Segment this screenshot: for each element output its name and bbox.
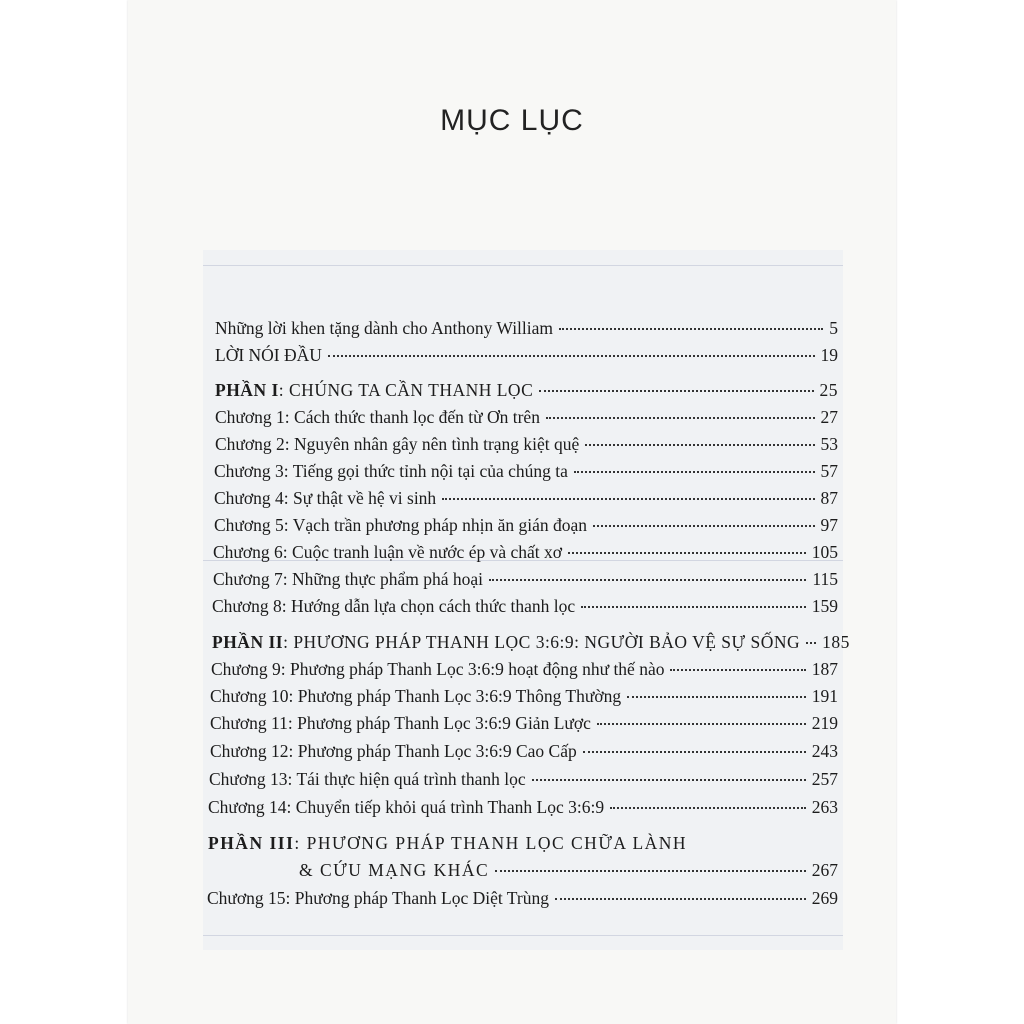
toc-entry — [210, 686, 838, 712]
toc-leader — [532, 779, 806, 781]
toc-entry-page: 159 — [811, 596, 838, 616]
toc-part-entry — [215, 380, 838, 406]
toc-leader — [555, 898, 806, 900]
toc-entry-label: Chương 3: Tiếng gọi thức tỉnh nội tại của chúng ta — [214, 461, 568, 481]
toc-entry-label: Chương 14: Chuyển tiếp khỏi quá trình Thanh Lọc 3:6:9 — [208, 797, 605, 817]
toc-leader — [610, 807, 806, 809]
toc-entry-page: 57 — [820, 461, 838, 481]
toc-entry-page: 53 — [820, 434, 838, 454]
toc-part-number: PHẦN I — [215, 380, 279, 400]
toc-entry — [215, 407, 838, 433]
toc-entry-page: 27 — [820, 407, 838, 427]
toc-entry-label: : CHÚNG TA CẦN THANH LỌC — [278, 380, 534, 400]
toc-leader — [489, 579, 806, 581]
toc-leader — [442, 498, 814, 500]
toc-leader — [539, 390, 813, 392]
toc-entry-page: 243 — [811, 741, 838, 761]
toc-entry-label: Chương 5: Vạch trần phương pháp nhịn ăn gián đoạn — [214, 515, 587, 535]
toc-entry-page: 269 — [811, 888, 838, 908]
toc-entry-label: Chương 2: Nguyên nhân gây nên tình trạng kiệt quệ — [215, 434, 580, 454]
toc-entry — [215, 345, 838, 371]
toc-part-entry — [208, 833, 838, 859]
toc-entry-label: Chương 1: Cách thức thanh lọc đến từ Ơn trên — [215, 407, 540, 427]
book-page — [128, 0, 896, 1024]
toc-entry — [215, 318, 838, 344]
toc-entry-label: Những lời khen tặng dành cho Anthony William — [215, 318, 554, 338]
toc-entry-page: 187 — [811, 659, 838, 679]
toc-entry-label: Chương 13: Tái thực hiện quá trình thanh lọc — [209, 769, 526, 789]
toc-leader — [574, 471, 815, 473]
toc-leader — [546, 417, 815, 419]
toc-entry — [207, 888, 838, 914]
toc-entry-page: 25 — [819, 380, 838, 400]
toc-entry-label: Chương 15: Phương pháp Thanh Lọc Diệt Trùng — [207, 888, 549, 908]
toc-entry — [209, 769, 838, 795]
toc-entry-page: 19 — [820, 345, 838, 365]
toc-leader — [593, 525, 815, 527]
toc-entry-page: 257 — [811, 769, 838, 789]
toc-entry — [299, 860, 838, 886]
toc-entry-label: Chương 11: Phương pháp Thanh Lọc 3:6:9 Giản Lược — [210, 713, 591, 733]
toc-entry-page: 185 — [822, 632, 850, 652]
toc-part-entry — [212, 632, 850, 658]
page-title: MỤC LỤC — [440, 104, 584, 137]
toc-entry-page: 97 — [820, 515, 838, 535]
toc-entry-label: : PHƯƠNG PHÁP THANH LỌC 3:6:9: NGƯỜI BẢO VỆ SỰ SỐNG — [283, 632, 801, 652]
toc-leader — [670, 669, 805, 671]
toc-entry-page: 219 — [811, 713, 838, 733]
toc-part-number: PHẦN III — [208, 833, 295, 853]
toc-entry — [210, 741, 838, 767]
toc-entry — [214, 488, 838, 514]
toc-part-number: PHẦN II — [212, 632, 284, 652]
toc-entry-label: & CỨU MẠNG KHÁC — [299, 860, 490, 880]
toc-entry-page: 115 — [812, 569, 838, 589]
toc-entry-label: Chương 10: Phương pháp Thanh Lọc 3:6:9 Thông Thường — [210, 686, 622, 706]
toc-entry-label: Chương 8: Hướng dẫn lựa chọn cách thức thanh lọc — [212, 596, 576, 616]
toc-leader — [585, 444, 814, 446]
toc-leader — [581, 606, 806, 608]
toc-entry — [213, 569, 838, 595]
toc-entry-page: 87 — [820, 488, 838, 508]
toc-leader — [597, 723, 806, 725]
toc-leader — [568, 552, 806, 554]
toc-entry-label: Chương 4: Sự thật về hệ vi sinh — [214, 488, 437, 508]
toc-entry-page: 191 — [811, 686, 838, 706]
toc-entry — [214, 515, 838, 541]
toc-entry — [214, 461, 838, 487]
table-of-contents — [128, 0, 896, 1024]
toc-entry — [208, 797, 838, 823]
toc-entry-label: Chương 7: Những thực phẩm phá hoại — [213, 569, 484, 589]
toc-entry-page: 105 — [811, 542, 838, 562]
toc-entry-label: Chương 9: Phương pháp Thanh Lọc 3:6:9 hoạt động như thế nào — [211, 659, 665, 679]
toc-entry — [215, 434, 838, 460]
toc-entry-page: 5 — [829, 318, 838, 338]
toc-entry-label: LỜI NÓI ĐẦU — [215, 345, 322, 365]
toc-entry — [212, 596, 838, 622]
toc-entry-label: Chương 12: Phương pháp Thanh Lọc 3:6:9 Cao Cấp — [210, 741, 577, 761]
toc-entry-page: 263 — [811, 797, 838, 817]
toc-entry — [213, 542, 838, 568]
toc-entry-label: Chương 6: Cuộc tranh luận về nước ép và chất xơ — [213, 542, 563, 562]
toc-entry — [211, 659, 838, 685]
toc-leader — [559, 328, 823, 330]
toc-leader — [495, 870, 806, 872]
toc-entry-label: : PHƯƠNG PHÁP THANH LỌC CHỮA LÀNH — [294, 833, 688, 853]
toc-leader — [627, 696, 806, 698]
toc-leader — [583, 751, 806, 753]
toc-entry — [210, 713, 838, 739]
toc-leader — [806, 642, 816, 644]
toc-entry-page: 267 — [811, 860, 838, 880]
toc-leader — [328, 355, 815, 357]
